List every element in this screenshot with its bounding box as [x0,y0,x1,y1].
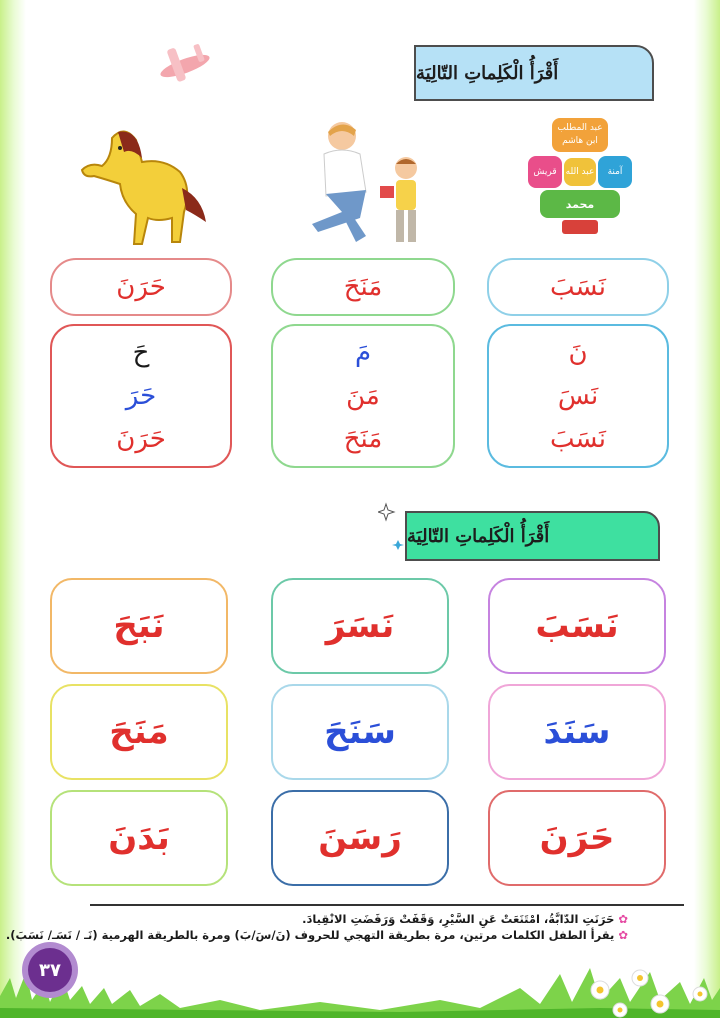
word-card [271,578,449,674]
tree-left-name: قريش [528,156,562,188]
section2-heading-text: أَقْرَأُ الْكَلِماتِ التّالِيَة [407,525,550,547]
section1-heading-text: أَقْرَأُ الْكَلِماتِ التّالِيَة [416,62,559,84]
buildup-step: مَ [354,338,372,369]
word-card [50,684,228,780]
tree-stand [562,220,598,234]
word-buildup-nasaba [487,324,669,468]
word-pill-text: نَسَبَ [550,272,606,302]
buildup-step: حَ [132,338,150,369]
tree-top-sub: ابن هاشم [562,136,598,146]
word-pill-manaha [271,258,455,316]
word-card [488,578,666,674]
father-son-illustration [296,118,430,250]
word-pill-text: مَنَحَ [343,272,383,302]
word-card-text: نَبَحَ [113,606,165,646]
note-text: حَرَنَتِ الدّابَّةُ، امْتَنَعَتْ عَنِ السَّيْرِ، وَقَفَتْ وَرَفَضَتِ الانْقِيادَ. [302,912,615,926]
word-card [488,790,666,886]
word-buildup-harana [50,324,232,468]
buildup-step: نَسَبَ [550,423,606,454]
word-card-text: بَدَنَ [108,818,170,858]
family-tree-puzzle [528,118,632,242]
buildup-step: نَ [568,338,588,369]
page-number-badge [28,948,72,992]
flower-bullet-icon: ✿ [618,912,628,926]
sparkle-icon [378,500,408,550]
page-number: ٣٧ [39,959,61,981]
word-card-text: سَنَدَ [543,712,611,752]
word-card-text: رَسَنَ [318,818,402,858]
tree-middle-name: عبد الله [564,158,596,186]
word-card [50,790,228,886]
grass-decoration [0,938,720,1018]
buildup-step: حَرَ [125,380,157,411]
tree-bottom-name: محمد [540,190,620,218]
buildup-step: نَسَ [557,380,599,411]
airplane-icon [150,42,220,88]
footer-divider [90,904,684,906]
section1-heading [414,45,654,101]
flower-bullet-icon: ✿ [618,928,628,942]
tree-top-name: عبد المطلب [557,123,603,133]
word-card-text: نَسَبَ [535,606,619,646]
note-line [90,912,628,926]
word-pill-nasaba [487,258,669,316]
buildup-step: مَنَ [346,380,380,411]
word-card [50,578,228,674]
word-card-text: مَنَحَ [109,712,169,752]
buildup-step: مَنَحَ [343,423,383,454]
buildup-step: حَرَنَ [116,423,166,454]
word-pill-text: حَرَنَ [116,272,166,302]
word-card [271,684,449,780]
word-card [271,790,449,886]
word-card-text: حَرَنَ [539,818,615,858]
note-text: يقرأ الطفل الكلمات مرتين، مرة بطريقة التهجي للحروف (نَ/سَ/بَ) ومرة بالطريقة الهرمية (نَـ / نَسَـ/ نَسَبَ). [5,928,615,942]
word-card-text: سَنَحَ [324,712,396,752]
word-pill-harana [50,258,232,316]
tree-right-name: آمنة [598,156,632,188]
word-card [488,684,666,780]
word-card-text: نَسَرَ [325,606,395,646]
section2-heading [405,511,660,561]
horse-illustration [72,118,212,250]
word-buildup-manaha [271,324,455,468]
